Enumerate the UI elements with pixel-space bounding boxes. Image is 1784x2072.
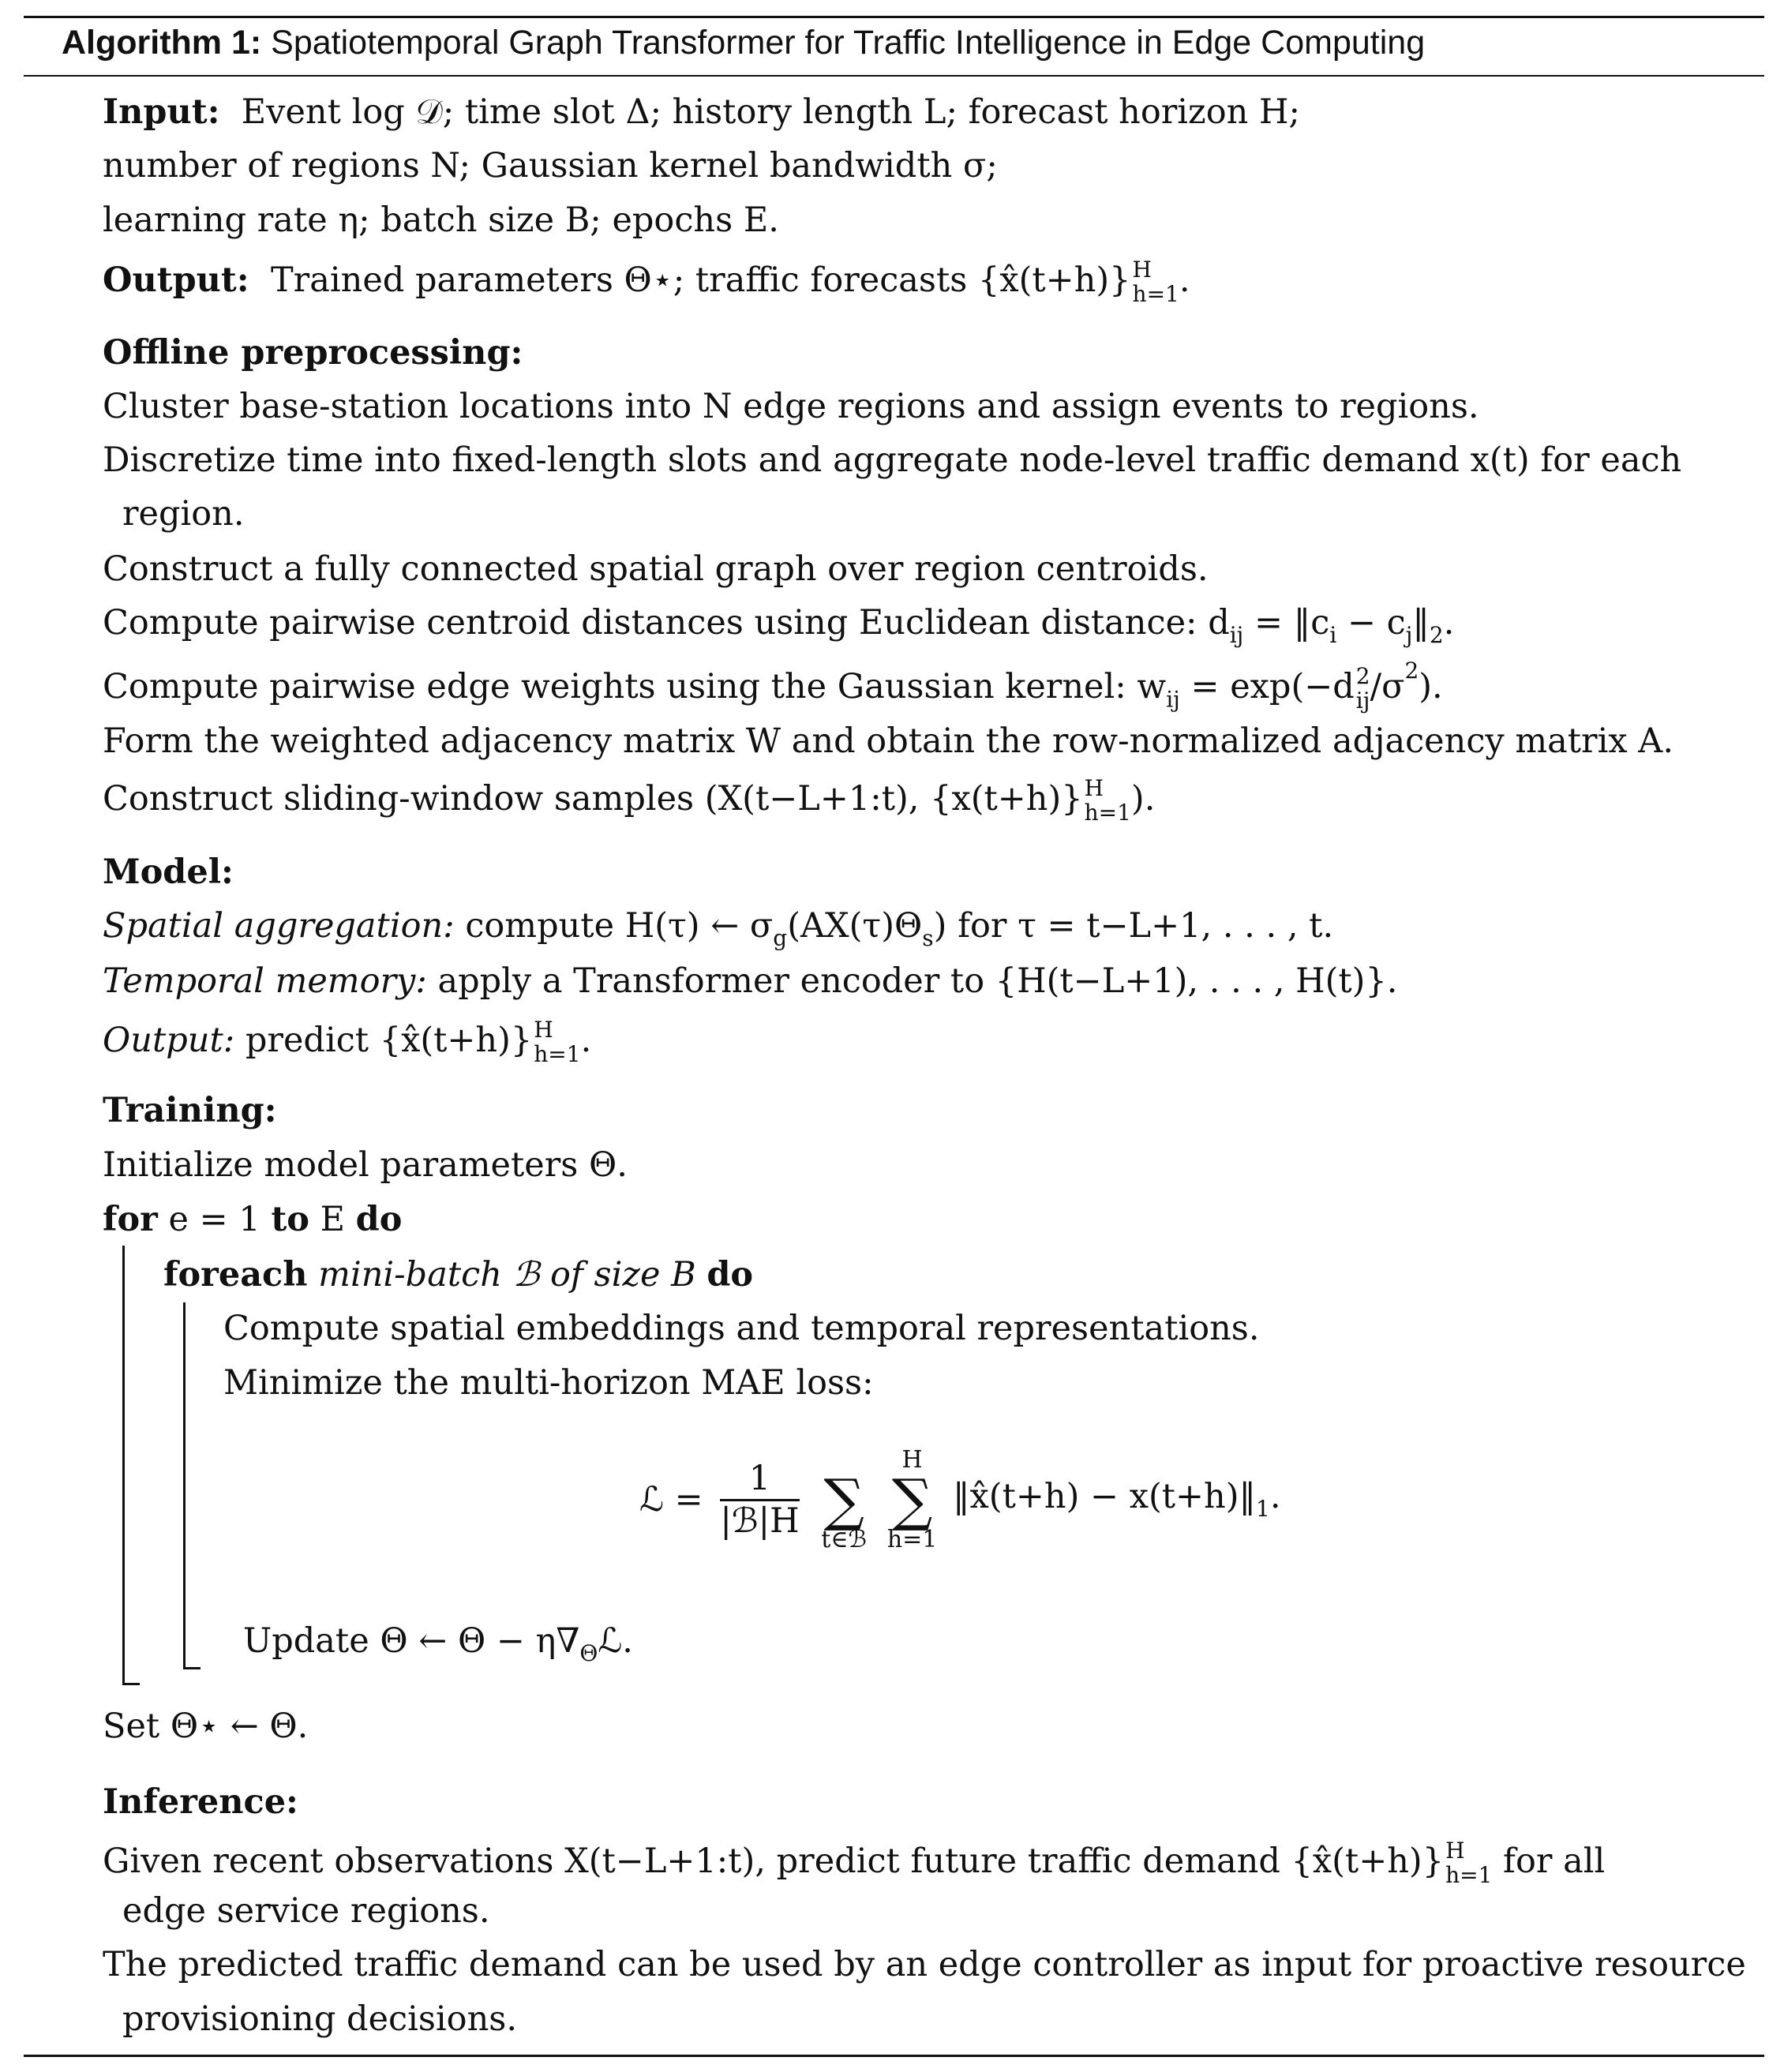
offline-line-2b: region. bbox=[122, 494, 245, 534]
foreach-loop-bar-end bbox=[183, 1667, 201, 1669]
sum-over-batch: ∑ t∈ℬ bbox=[821, 1467, 868, 1553]
offline-line-2: Discretize time into fixed-length slots and aggregate node-level traffic demand x(t) for each bbox=[103, 440, 1682, 480]
training-init: Initialize model parameters Θ. bbox=[103, 1145, 628, 1185]
for-loop-bar bbox=[122, 1246, 125, 1685]
bottom-rule bbox=[24, 2055, 1764, 2057]
top-rule bbox=[24, 16, 1764, 18]
output-label: Output: bbox=[103, 260, 249, 300]
offline-line-3: Construct a fully connected spatial graph over region centroids. bbox=[103, 549, 1209, 589]
loss-fraction: $\frac{1}{\text{|ℬ|H}}$ bbox=[720, 1458, 800, 1541]
model-line-3: Output: predict {x̂(t+h)} H h=1 . bbox=[103, 1017, 592, 1067]
algorithm-title-text: Spatiotemporal Graph Transformer for Traffic Intelligence in Edge Computing bbox=[271, 24, 1426, 62]
offline-line-4: Compute pairwise centroid distances using Euclidean distance: $d_{ij}$ = $‖c_i$ − $c_j‖_2$. bbox=[103, 603, 1455, 649]
inference-line-1: Given recent observations X(t−L+1:t), predict future traffic demand {x̂(t+h)} H h=1 for all bbox=[103, 1838, 1606, 1888]
offline-line-7: Construct sliding-window samples (X(t−L+1:t), {x(t+h)} H h=1 ). bbox=[103, 775, 1156, 826]
compute-line: Compute spatial embeddings and temporal representations. bbox=[223, 1309, 1260, 1348]
minimize-line: Minimize the multi-horizon MAE loss: bbox=[223, 1363, 874, 1403]
input-line-3: learning rate η; batch size B; epochs E. bbox=[103, 200, 779, 240]
foreach-loop-header: foreach mini-batch ℬ of size B do bbox=[163, 1255, 754, 1295]
model-line-1: Spatial aggregation: compute H(τ) ← $\sigma_g(AX(\tau)\Theta_s)$ for τ = t−L+1, . . . , t. bbox=[103, 906, 1334, 952]
input-line-2: number of regions N; Gaussian kernel bandwidth σ; bbox=[103, 146, 998, 185]
loss-equation: ℒ = $\frac{1}{\text{|ℬ|H}}$ ∑ t∈ℬ H ∑ h=1 ‖x̂(t+h) − $x(t+h)‖_1$. bbox=[639, 1446, 1281, 1553]
algorithm-title bbox=[62, 26, 1425, 60]
inference-line-2b: provisioning decisions. bbox=[122, 1999, 518, 2039]
output-line: Output: Trained parameters Θ⋆; traffic forecasts {x̂(t+h)} H h=1 . bbox=[103, 257, 1190, 307]
offline-line-5: Compute pairwise edge weights using the Gaussian kernel: $w_{ij} = \exp(-d$ 2 ij $/\sigma^2$). bbox=[103, 658, 1443, 714]
update-line: Update Θ ← $\Theta - \eta\nabla_\Theta ℒ$. bbox=[243, 1621, 633, 1667]
input-label: Input: bbox=[103, 92, 220, 132]
offline-line-6: Form the weighted adjacency matrix W and obtain the row-normalized adjacency matrix A. bbox=[103, 721, 1674, 761]
for-loop-bar-end bbox=[122, 1683, 140, 1685]
title-rule bbox=[24, 75, 1764, 77]
foreach-loop-bar bbox=[183, 1302, 186, 1669]
inference-line-2: The predicted traffic demand can be used by an edge controller as input for proactive resource bbox=[103, 1945, 1746, 1984]
algorithm-label: Algorithm 1: bbox=[62, 24, 262, 62]
offline-line-1: Cluster base-station locations into N edge regions and assign events to regions. bbox=[103, 387, 1479, 426]
inference-line-1b: edge service regions. bbox=[122, 1891, 490, 1931]
inference-heading: Inference: bbox=[103, 1782, 298, 1822]
set-line: Set Θ⋆ ← Θ. bbox=[103, 1707, 309, 1746]
offline-heading: Offline preprocessing: bbox=[103, 333, 523, 373]
input-line-1: Input: Event log 𝒟; time slot Δ; history length L; forecast horizon H; bbox=[103, 92, 1300, 132]
model-heading: Model: bbox=[103, 852, 234, 892]
model-line-2: Temporal memory: apply a Transformer encoder to {H(t−L+1), . . . , H(t)}. bbox=[103, 961, 1398, 1001]
for-loop-header: for e = 1 to E do bbox=[103, 1200, 403, 1239]
training-heading: Training: bbox=[103, 1091, 277, 1130]
sum-over-horizon: H ∑ h=1 bbox=[886, 1446, 938, 1553]
